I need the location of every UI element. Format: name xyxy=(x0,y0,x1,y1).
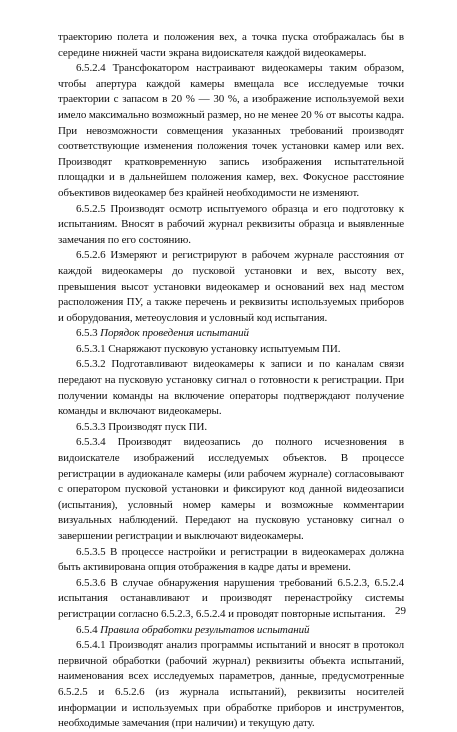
paragraph: 6.5.2.6 Измеряют и регистрируют в рабочем журнале расстояния от каждой видеокамеры до пусковой установки и вех, высоту вех, превышения высот установки видеокамер и оснований вех над местом расположения ПУ, а также перечень и реквизиты используемых приборов и оборудования, метеоусловия и условный код испытания. xyxy=(58,249,404,324)
section-number: 6.5.3 xyxy=(76,327,101,340)
section-title: Правила обработки результатов испытаний xyxy=(100,623,310,636)
paragraph: 6.5.2.4 Трансфокатором настраивают видеокамеры таким образом, чтобы апертура каждой камеры вмещала все исследуемые точки траектории с запасом в 20 % — 30 %, а изображение используемой вехи имело максимально возможный размер, но не менее 20 % от высоты кадра. При невозможности совмещения указанных требований производят соответствующие изменения положения точек установки камер или вех. Производят кратковременную запись изображения испытательной площадки и в дальнейшем положения камер, вех. Фокусное расстояние объективов видеокамер без крайней необходимости не изменяют. xyxy=(58,62,404,199)
page-number: 29 xyxy=(395,605,406,617)
paragraph: траекторию полета и положения вех, а точка пуска отображалась бы в середине нижней части экрана видоискателя каждой видеокамеры. xyxy=(58,31,404,59)
paragraph: 6.5.2.5 Производят осмотр испытуемого образца и его подготовку к испытаниям. Вносят в рабочий журнал реквизиты образца и выявленные замечания по его состоянию. xyxy=(58,202,404,246)
text-column xyxy=(58,30,404,732)
paragraph: 6.5.3.5 В процессе настройки и регистрации в видеокамерах должна быть активирована опция отображения в кадре даты и времени. xyxy=(58,545,404,574)
section-title: Порядок проведения испытаний xyxy=(100,327,249,340)
section-heading xyxy=(58,326,404,342)
paragraph: 6.5.4.1 Производят анализ программы испытаний и вносят в протокол первичной обработки (рабочий журнал) реквизиты объекта испытаний, наименования всех исследуемых параметров, данные, предусмотренные 6.5.2.5 и 6.5.2.6 (из журнала испытаний), реквизиты носителей информации и используемых при обработке приборов и инструментов, необходимые замечания (при наличии) и текущую дату. xyxy=(58,639,404,730)
paragraph: 6.5.3.6 В случае обнаружения нарушения требований 6.5.2.3, 6.5.2.4 испытания останавливают и производят перенастройку системы регистрации согласно 6.5.2.3, 6.5.2.4 и проводят повторные испытания. xyxy=(58,576,404,620)
paragraph: 6.5.3.3 Производят пуск ПИ. xyxy=(76,420,207,433)
paragraph: 6.5.3.1 Снаряжают пусковую установку испытуемым ПИ. xyxy=(76,342,341,355)
section-number: 6.5.4 xyxy=(76,623,101,636)
paragraph: 6.5.3.4 Производят видеозапись до полного исчезновения в видоискателе изображений исследуемых объектов. В процессе регистрации в аудиоканале камеры (или рабочем журнале) согласовывают с оператором пусковой установки и фиксируют код данной видеозаписи (испытания), условный номер камеры и возможные комментарии визуальных наблюдений. Передают на пусковую установку сигнал о завершении регистрации и выключают видеокамеры. xyxy=(58,436,404,542)
paragraph: 6.5.3.2 Подготавливают видеокамеры к записи и по каналам связи передают на пусковую установку сигнал о готовности к регистрации. При получении команды на включение операторы подтверждают получение команды и включают видеокамеры. xyxy=(58,358,404,418)
section-heading xyxy=(58,623,404,639)
